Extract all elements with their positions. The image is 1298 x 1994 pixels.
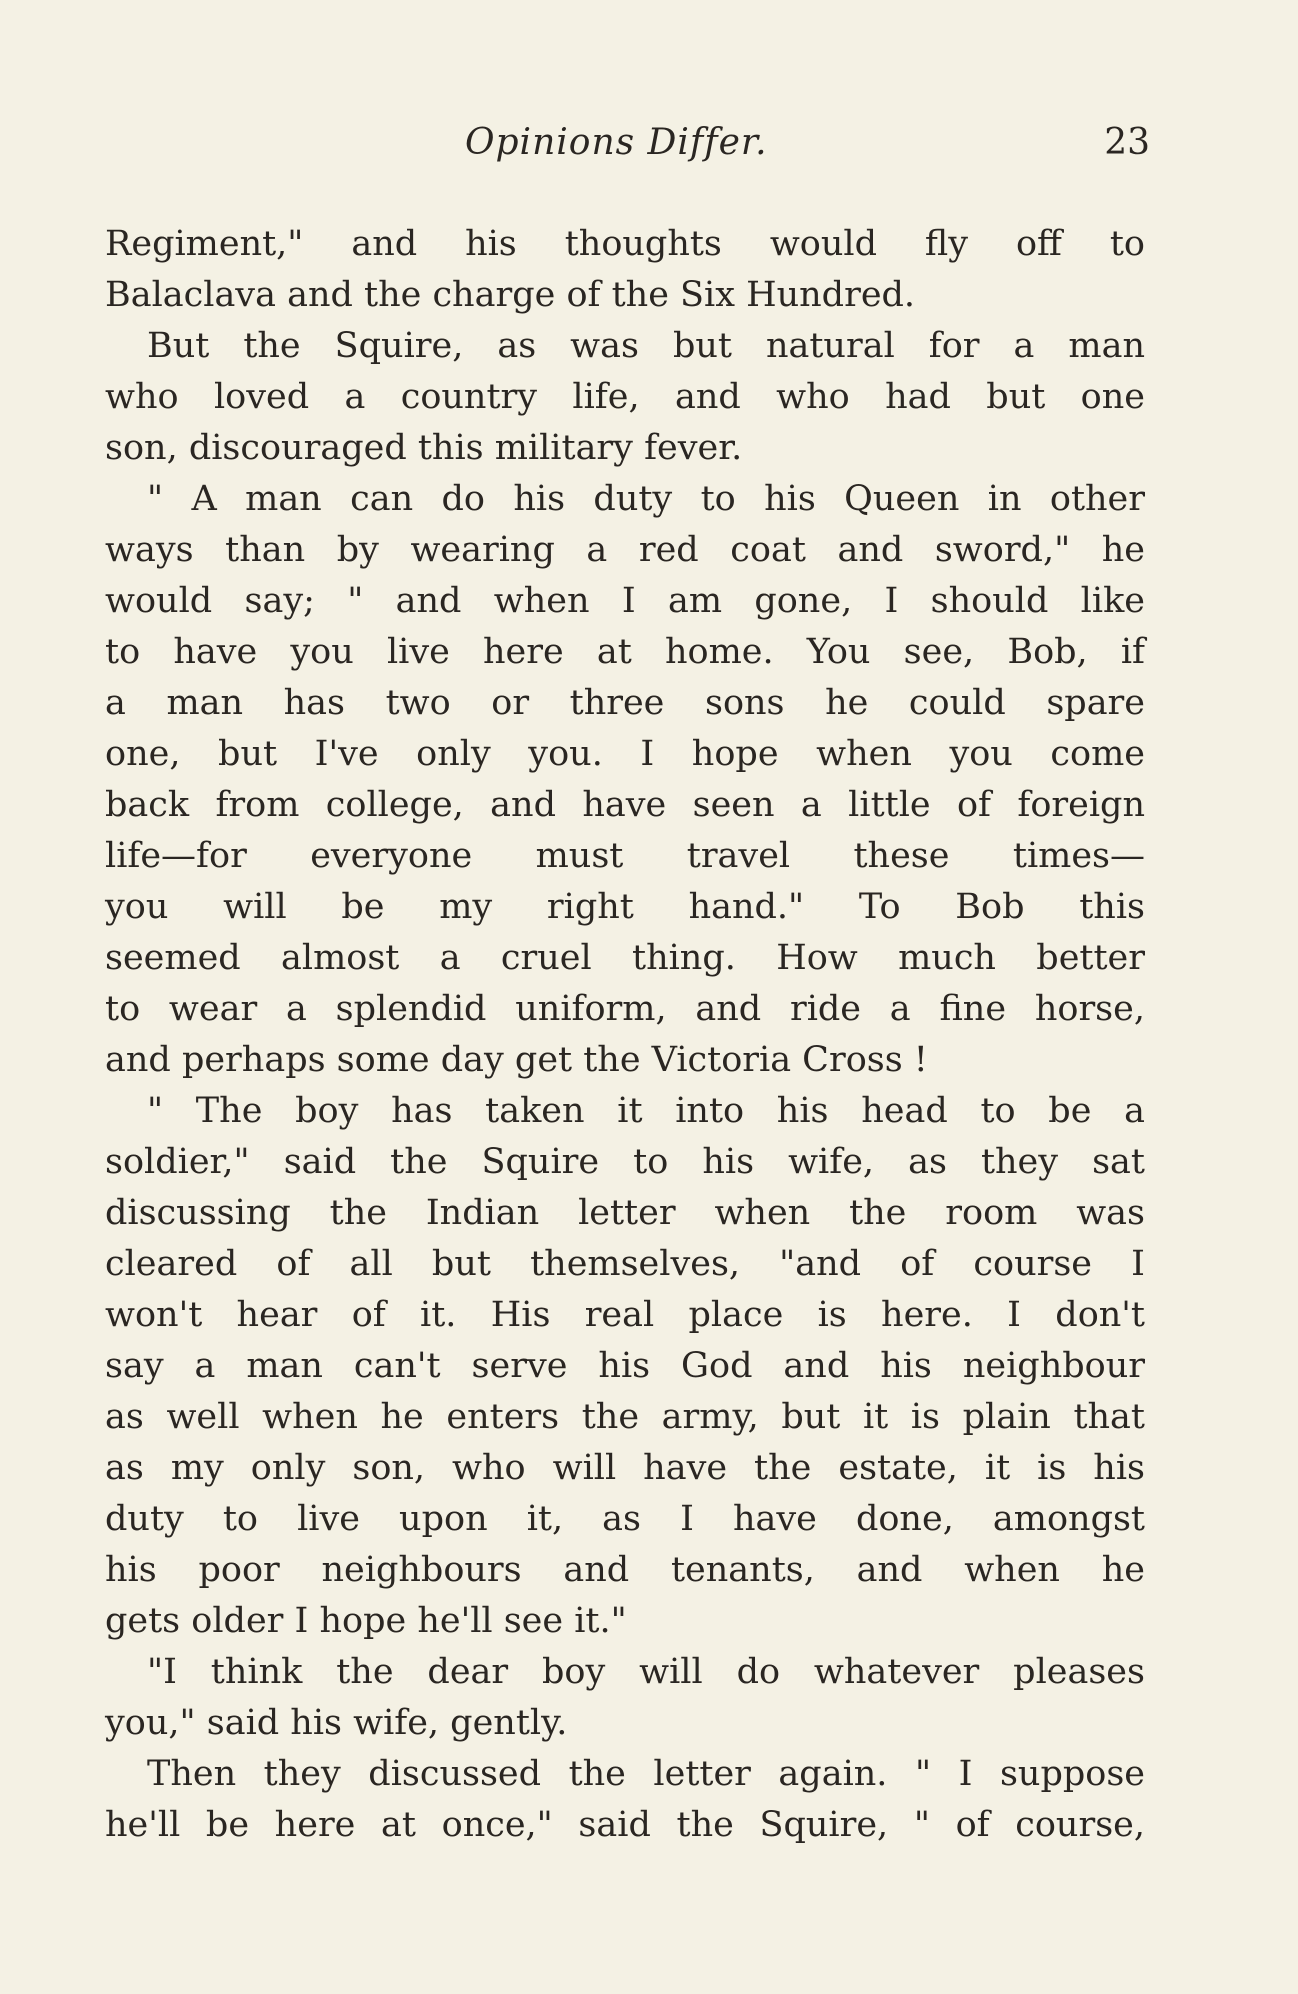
page-number: 23 — [1104, 122, 1150, 163]
text-line: duty to live upon it, as I have done, amongst — [105, 1499, 1145, 1539]
text-line: "I think the dear boy will do whatever pleases — [147, 1652, 1145, 1692]
text-line: Regiment," and his thoughts would fly off to — [105, 224, 1145, 264]
text-line: as well when he enters the army, but it is plain that — [105, 1397, 1145, 1437]
text-line: and perhaps some day get the Victoria Cross ! — [105, 1040, 928, 1080]
text-line: discussing the Indian letter when the room was — [105, 1193, 1145, 1233]
body-text — [105, 219, 1145, 1851]
text-line: say a man can't serve his God and his neighbour — [105, 1346, 1145, 1386]
text-line: who loved a country life, and who had but one — [105, 377, 1145, 417]
text-line: cleared of all but themselves, "and of course I — [105, 1244, 1145, 1284]
text-line: he'll be here at once," said the Squire, " of course, — [105, 1805, 1145, 1845]
text-line: Balaclava and the charge of the Six Hundred. — [105, 275, 916, 315]
text-line: back from college, and have seen a little of foreign — [105, 785, 1145, 825]
text-line: life—for everyone must travel these times— — [105, 836, 1145, 876]
text-line: you will be my right hand." To Bob this — [105, 887, 1145, 927]
text-line: one, but I've only you. I hope when you come — [105, 734, 1145, 774]
text-line: soldier," said the Squire to his wife, as they sat — [105, 1142, 1145, 1182]
text-line: gets older I hope he'll see it." — [105, 1601, 627, 1641]
text-line: his poor neighbours and tenants, and when he — [105, 1550, 1145, 1590]
text-line: seemed almost a cruel thing. How much better — [105, 938, 1145, 978]
text-line: " The boy has taken it into his head to be a — [147, 1091, 1145, 1131]
text-line: as my only son, who will have the estate, it is his — [105, 1448, 1145, 1488]
text-line: to wear a splendid uniform, and ride a fine horse, — [105, 989, 1145, 1029]
text-line: ways than by wearing a red coat and sword," he — [105, 530, 1145, 570]
text-line: you," said his wife, gently. — [105, 1703, 568, 1743]
text-line: would say; " and when I am gone, I should like — [105, 581, 1145, 621]
text-line: son, discouraged this military fever. — [105, 428, 743, 468]
text-line: Then they discussed the letter again. " I suppose — [147, 1754, 1145, 1794]
running-header — [105, 118, 1150, 168]
running-title: Opinions Differ. — [465, 122, 768, 163]
text-line: a man has two or three sons he could spare — [105, 683, 1145, 723]
text-line: won't hear of it. His real place is here. I don't — [105, 1295, 1145, 1335]
text-line: to have you live here at home. You see, Bob, if — [105, 632, 1145, 672]
text-line: " A man can do his duty to his Queen in other — [147, 479, 1145, 519]
text-line: But the Squire, as was but natural for a man — [147, 326, 1145, 366]
